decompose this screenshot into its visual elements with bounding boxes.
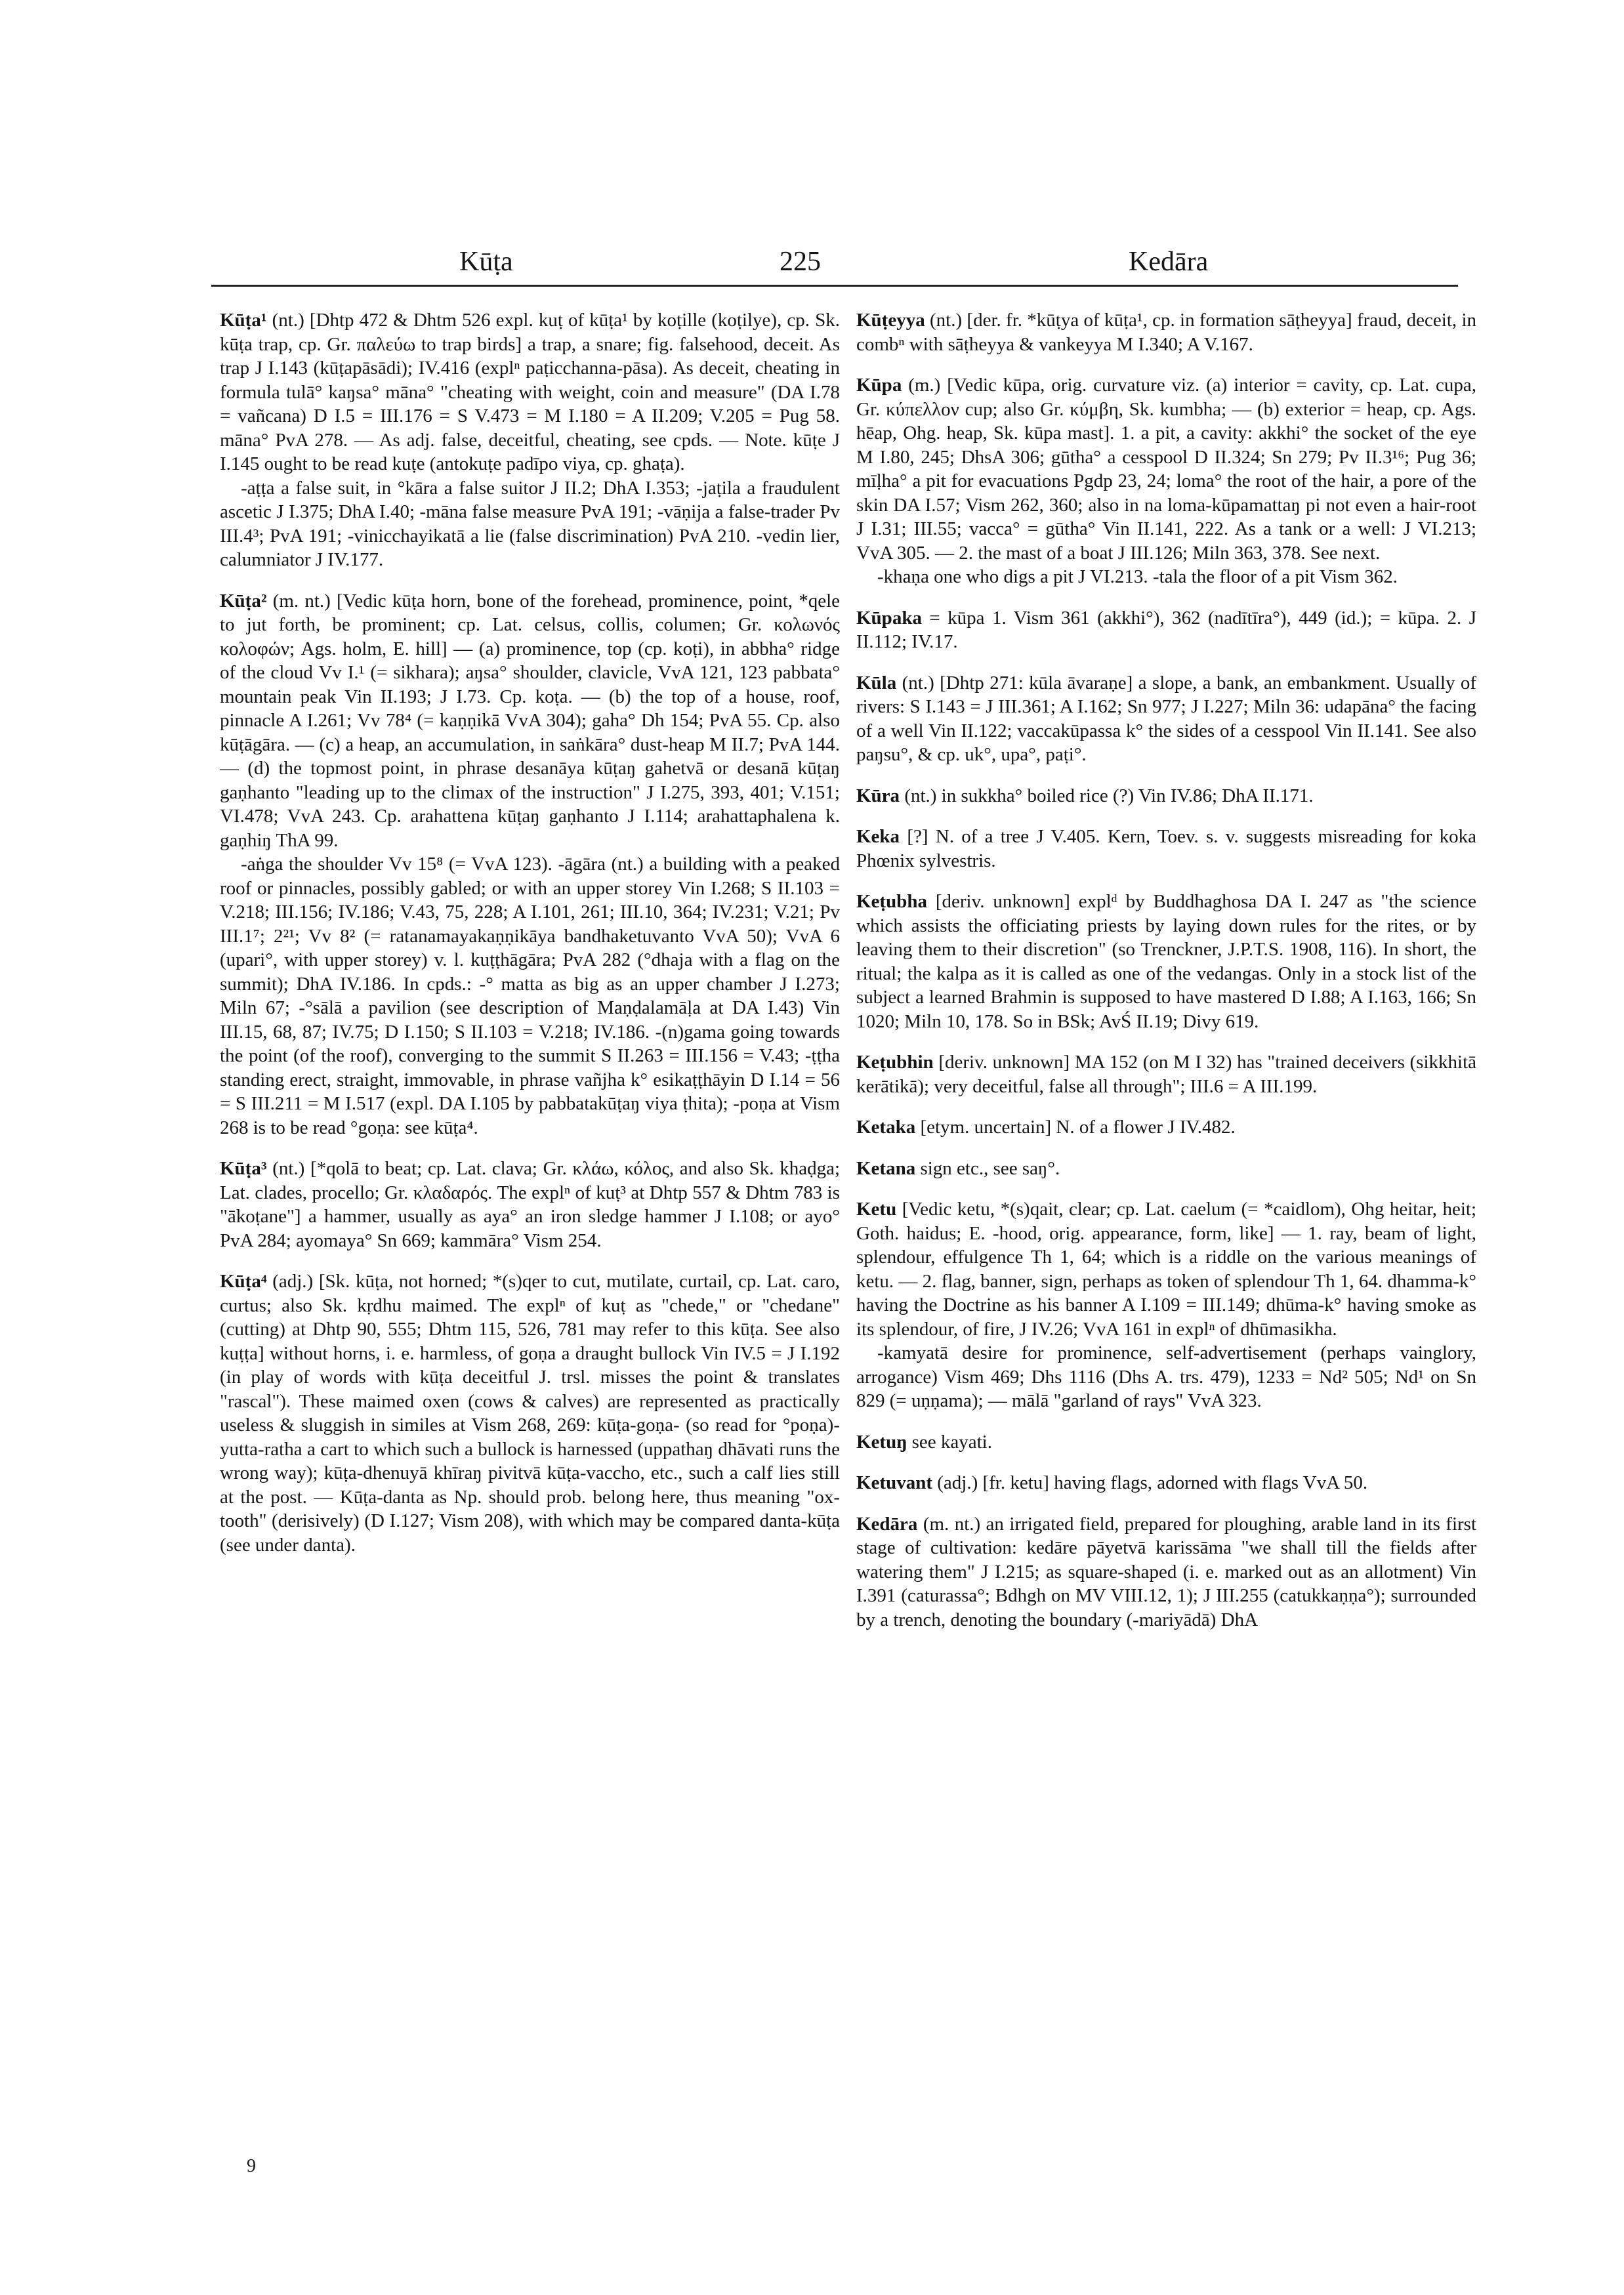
dictionary-entry [856,1157,1476,1181]
entry-headword: Ketana [856,1157,916,1179]
entry-body: (adj.) [Sk. kūṭa, not horned; *(s)qer to cut, mutilate, curtail, cp. Lat. caro, curtus; also Sk. kṛdhu maimed. The explⁿ of kuṭ as "chede," or "chedane" (cutting) at Dhtp 90, 555; Dhtm 115, 526, 781 may refer to this kūṭa. See also kuṭṭa] without horns, i. e. harmless, of goṇa a draught bullock Vin IV.5 = J I.192 (in play of words with kūṭa deceitful J. trsl. misses the point & translates "rascal"). These maimed oxen (cows & calves) are represented as practically useless & sluggish in similes at Vism 268, 269: kūṭa-goṇa- (so read for °poṇa)-yutta-ratha a cart to which such a bullock is harnessed (uppathaŋ dhāvati runs the wrong way); kūṭa-dhenuyā khīraŋ pivitvā kūṭa-vaccho, etc., such a calf lies still at the post. — Kūṭa-danta as Np. should prob. belong here, thus meaning "ox-tooth" (derisively) (D I.127; Vism 208), with which may be compared danta-kūṭa (see under danta). [220,1271,841,1556]
entry-headword: Ketu [856,1199,897,1220]
entry-body: [?] N. of a tree J V.405. Kern, Toev. s. v. suggests misreading for koka Phœnix sylvestris. [856,826,1476,871]
dictionary-entry [856,308,1476,356]
entry-body: [Vedic ketu, *(s)qait, clear; cp. Lat. caelum (= *caidlom), Ohg heitar, heit; Goth. haidus; E. -hood, orig. appearance, form, like] — 1. ray, beam of light, splendour, effulgence Th 1, 64; which is a riddle on the various meanings of ketu. — 2. flag, banner, sign, perhaps as token of splendour Th 1, 64. dhamma-k° having the Doctrine as his banner A I.109 = III.149; dhūma-k° having smoke as its splendour, of fire, J IV.26; VvA 161 in explⁿ of dhūmasikha. [856,1199,1477,1340]
entry-body: (nt.) in sukkha° boiled rice (?) Vin IV.86; DhA II.171. [904,785,1314,806]
dictionary-entry [220,589,840,1140]
entry-headword: Kūṭa¹ [220,310,267,331]
running-head-left: Kūṭa [459,247,513,277]
dictionary-entry [856,784,1476,808]
entry-headword: Ketuvant [856,1472,932,1493]
entry-body: (nt.) [der. fr. *kūṭya of kūṭa¹, cp. in formation sāṭheyya] fraud, deceit, in combⁿ with sāṭheyya & vankeyya M I.340; A V.167. [856,310,1476,355]
dictionary-entry [856,1512,1476,1632]
dictionary-entry [220,308,840,572]
entry-body: (adj.) [fr. ketu] having flags, adorned with flags VvA 50. [937,1472,1368,1493]
entry-body: [deriv. unknown] explᵈ by Buddhaghosa DA I. 247 as "the science which assists the officiating priests by laying down rules for the rites, or by leaving them to their discretion" (so Trenckner, J.P.T.S. 1908, 116). In short, the ritual; the kalpa as it is called as one of the vedangas. Only in a stock list of the subject a learned Brahmin is supposed to have mastered D I.88; A I.163, 166; Sn 1020; Miln 10, 178. So in BSk; AvŚ II.19; Divy 619. [856,891,1477,1032]
entry-headword: Kūra [856,785,900,806]
dictionary-entry [220,1157,840,1252]
dictionary-entry [856,825,1476,873]
entry-headword: Kūṭa⁴ [220,1271,267,1292]
entry-headword: Keṭubhin [856,1052,934,1073]
entry-headword: Kūpa [856,375,902,396]
entry-compounds: -aṭṭa a false suit, in °kāra a false suitor J II.2; DhA I.353; -jaṭila a fraudulent ascetic J I.375; DhA I.40; -māna false measure PvA 191; -vāṇija a false-trader Pv III.4³; PvA 191; -vinicchayikatā a lie (false discrimination) PvA 210. -vedin lier, calumniator J IV.177. [220,477,840,570]
entry-headword: Kūpaka [856,607,922,629]
dictionary-entry [220,1270,840,1557]
dictionary-entry [856,1430,1476,1455]
entry-compounds: -aṅga the shoulder Vv 15⁸ (= VvA 123). -āgāra (nt.) a building with a peaked roof or pinnacles, possibly gabled; or with an upper storey Vin I.268; S II.103 = V.218; III.156; IV.186; V.43, 75, 228; A I.101, 261; III.10, 364; IV.231; V.21; Pv III.1⁷; 2²¹; Vv 8² (= ratanamayakaṇṇikāya bandhaketuvanto VvA 50); VvA 6 (upari°, with upper storey) v. l. kuṭṭhāgāra; PvA 282 (°dhaja with a flag on the summit); DhA IV.186. In cpds.: -° matta as big as an upper chamber J I.273; Miln 67; -°sālā a pavilion (see description of Maṇḍalamāḷa at DA I.43) Vin III.15, 68, 87; IV.75; D I.150; S II.103 = V.218; IV.186. -(n)gama going towards the point (of the roof), converging to the summit S II.263 = III.156 = V.43; -ṭṭha standing erect, straight, immovable, in phrase vañjha k° esikaṭṭhāyin D I.14 = 56 = S III.211 = M I.517 (expl. DA I.105 by pabbatakūṭaŋ viya ṭhita); -poṇa at Vism 268 is to be read °goṇa: see kūṭa⁴. [220,854,840,1138]
entry-headword: Ketaka [856,1117,916,1138]
entry-body: (m. nt.) an irrigated field, prepared for ploughing, arable land in its first stage of cultivation: kedāre pāyetvā karissāma "we shall till the fields after watering them" J I.215; as square-shaped (i. e. marked out as an allotment) Vin I.391 (caturassa°; Bdhgh on MV VIII.12, 1); J III.255 (catukkaṇṇa°); surrounded by a trench, denoting the boundary (-mariyādā) DhA [856,1513,1477,1630]
entry-body: sign etc., see saŋ°. [920,1157,1060,1179]
entry-compounds: -khaṇa one who digs a pit J VI.213. -tala the floor of a pit Vism 362. [877,566,1398,587]
dictionary-entry [856,671,1476,767]
entry-headword: Kūla [856,672,897,693]
entry-body: = kūpa 1. Vism 361 (akkhi°), 362 (nadītīra°), 449 (id.); = kūpa. 2. J II.112; IV.17. [856,607,1477,652]
dictionary-entry [856,606,1476,654]
dictionary-entry [856,1471,1476,1495]
dictionary-entry [856,373,1476,589]
dictionary-entry [856,890,1476,1033]
dictionary-entry [856,1115,1476,1140]
entry-headword: Kūṭeyya [856,310,925,331]
entry-headword: Ketuŋ [856,1431,907,1453]
entry-headword: Kūṭa³ [220,1158,267,1179]
entry-body: see kayati. [911,1431,992,1453]
page-number: 225 [780,247,821,277]
dictionary-entry [856,1050,1476,1098]
right-column [856,308,1476,1649]
entry-headword: Kedāra [856,1513,918,1535]
dictionary-entry [856,1197,1476,1413]
entry-body: (nt.) [Dhtp 271: kūla āvaraṇe] a slope, a bank, an embankment. Usually of rivers: S I.143 = J III.361; A I.162; Sn 977; J I.227; Miln 36: udapāna° the facing of a well Vin II.122; vaccakūpassa k° the sides of a cesspool Vin II.141. See also paŋsu°, & cp. uk°, upa°, paṭi°. [856,672,1476,765]
entry-headword: Keṭubha [856,891,927,912]
entry-headword: Keka [856,826,900,847]
signature-mark: 9 [247,2156,256,2176]
entry-compounds: -kamyatā desire for prominence, self-advertisement (perhaps vainglory, arrogance) Vism 469; Dhs 1116 (Dhs A. trs. 479), 1233 = Nd² 505; Nd¹ on Sn 829 (= uṇṇama); — mālā "garland of rays" VvA 323. [856,1342,1476,1411]
entry-body: (m.) [Vedic kūpa, orig. curvature viz. (a) interior = cavity, cp. Lat. cupa, Gr. κύπελλον cup; also Gr. κύμβη, Sk. kumbha; — (b) exterior = heap, cp. Ags. hēap, Ohg. heap, Sk. kūpa mast]. 1. a pit, a cavity: akkhi° the socket of the eye M I.80, 245; DhsA 306; gūtha° a cesspool D II.324; Sn 279; Pv II.3¹⁶; Pug 36; mīḷha° a pit for evacuations Pgdp 23, 24; loma° the root of the hair, a pore of the skin DA I.57; Vism 262, 360; also in na loma-kūpamattaŋ pi not even a hair-root J I.31; III.55; vacca° = gūtha° Vin II.141, 222. As a tank or a well: J VI.213; VvA 305. — 2. the mast of a boat J III.126; Miln 363, 378. See next. [856,375,1476,564]
running-head-right: Kedāra [1129,247,1209,277]
entry-body: [etym. uncertain] N. of a flower J IV.482. [920,1117,1236,1138]
entry-body: (m. nt.) [Vedic kūṭa horn, bone of the forehead, prominence, point, *qele to jut forth, be prominent; cp. Lat. celsus, collis, columen; Gr. κολωνός κολοφών; Ags. holm, E. hill] — (a) prominence, top (cp. koṭi), in abbha° ridge of the cloud Vv I.¹ (= sikhara); aŋsa° shoulder, clavicle, VvA 121, 123 pabbata° mountain peak Vin II.193; J I.73. Cp. koṭa. — (b) the top of a house, roof, pinnacle A I.261; Vv 78⁴ (= kaṇṇikā VvA 304); gaha° Dh 154; PvA 55. Cp. also kūṭāgāra. — (c) a heap, an accumulation, in saṅkāra° dust-heap M II.7; PvA 144. — (d) the topmost point, in phrase desanāya kūṭaŋ gahetvā or desanā kūṭaŋ gaṇhanto "leading up to the climax of the instruction" J I.275, 393, 401; V.151; VI.478; VvA 243. Cp. arahattena kūṭaŋ gaṇhanto J I.114; arahattaphalena k. gaṇhiŋ ThA 99. [220,590,840,851]
header-rule [211,285,1458,287]
left-column [220,308,840,1574]
entry-body: (nt.) [Dhtp 472 & Dhtm 526 expl. kuṭ of kūṭa¹ by koṭille (koṭilye), cp. Sk. kūṭa trap, cp. Gr. παλεύω to trap birds] a trap, a snare; fig. falsehood, deceit. As trap J I.143 (kūṭapāsādi); IV.416 (explⁿ paṭicchanna-pāsa). As deceit, cheating in formula tulā° kaŋsa° māna° "cheating with weight, coin and measure" (DA I.78 = vañcana) D I.5 = III.176 = S V.473 = M I.180 = A II.209; V.205 = Pug 58. māna° PvA 278. — As adj. false, deceitful, cheating, see cpds. — Note. kūṭe J I.145 ought to be read kuṭe (antokuṭe padīpo viya, cp. ghaṭa). [220,310,840,474]
entry-headword: Kūṭa² [220,590,267,611]
entry-body: (nt.) [*qolā to beat; cp. Lat. clava; Gr. κλάω, κόλος, and also Sk. khaḍga; Lat. clades, procello; Gr. κλαδαρός. The explⁿ of kuṭ³ at Dhtp 557 & Dhtm 783 is "ākoṭane"] a hammer, usually as aya° an iron sledge hammer J I.108; or ayo° PvA 284; ayomaya° Sn 669; kammāra° Vism 254. [220,1158,841,1251]
entry-body: [deriv. unknown] MA 152 (on M I 32) has "trained deceivers (sikkhitā kerātikā); very deceitful, false all through"; III.6 = A III.199. [856,1052,1477,1097]
